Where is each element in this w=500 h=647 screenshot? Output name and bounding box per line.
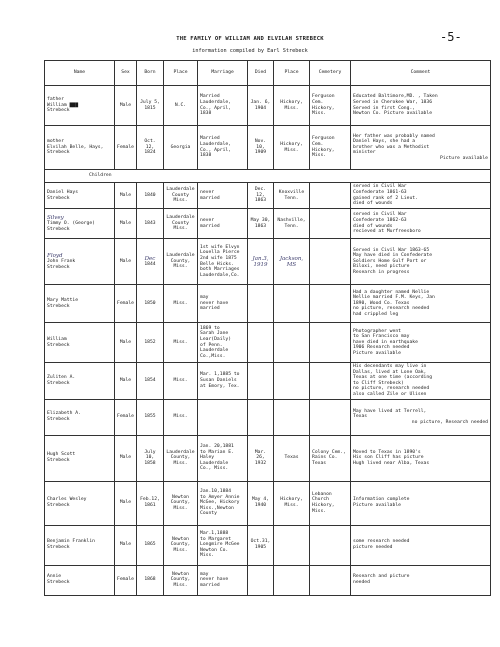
children-divider-row — [45, 170, 491, 183]
document-title: THE FAMILY OF WILLIAM AND ELVILAH STREBECK — [176, 36, 324, 42]
handwritten-note: Jackson, MS — [279, 255, 304, 268]
cell-born-text: 1850 — [144, 300, 156, 306]
cell-comment — [351, 86, 491, 126]
cell-place-text: Lauderdale County, Miss. — [166, 449, 195, 466]
handwritten-note: Dec — [144, 255, 156, 262]
cell-cemetery-text: Ferguson Cem. Hickory, Miss. — [312, 94, 335, 117]
cell-cemetery — [310, 86, 351, 126]
cell-cemetery — [310, 399, 351, 435]
cell-died — [248, 525, 274, 565]
cell-sex — [115, 435, 137, 481]
table-row — [45, 126, 491, 170]
cell-cemetery — [310, 239, 351, 285]
cell-comment-text: served in Civil War Confederate 1861-63 gained rank of 2 Lieut. died of wounds — [353, 184, 418, 207]
cell-sex — [115, 285, 137, 323]
cell-died-text: Dec. 12, 1863 — [254, 187, 267, 204]
cell-place-text: Lauderdale County Miss. — [166, 215, 195, 232]
header-death-place: Place — [274, 61, 310, 86]
cell-place-text: Georgia — [170, 144, 191, 150]
cell-name-text: Hugh Scott Strebeck — [47, 452, 76, 464]
cell-sex — [115, 209, 137, 239]
cell-comment-text: Research and picture needed — [353, 574, 410, 586]
header-comment: Comment — [351, 61, 491, 86]
cell-born-text: 1852 — [144, 339, 156, 345]
cell-sex — [115, 525, 137, 565]
cell-cemetery — [310, 565, 351, 595]
cell-born — [137, 363, 164, 400]
cell-comment-text: His decendants may live in Dallas, lived at Lone Oak, Texas at one time (according to Cliff Strebeck) no picture, research needed also called Zile or Ulisen — [353, 364, 433, 397]
cell-marriage — [198, 285, 248, 323]
cell-sex-text: Male — [119, 339, 132, 345]
cell-marriage — [198, 209, 248, 239]
cell-place-text: Newton County, Miss. — [170, 571, 191, 588]
cell-died-text: Nov. 10, 1909 — [254, 139, 267, 156]
cell-marriage-text: Jan. 20,1881 to Marian E. Haley Lauderdale Co., Miss. — [200, 444, 234, 472]
table-row — [45, 285, 491, 323]
cell-born-text: 1868 — [144, 577, 156, 583]
cell-name — [45, 399, 115, 435]
document-subtitle: information compiled by Earl Strebeck — [192, 48, 308, 54]
cell-cemetery-text: Colony Cem., Rains Co. Texas — [312, 449, 346, 466]
cell-place-text: Newton County, Miss. — [170, 494, 191, 511]
cell-born — [137, 435, 164, 481]
cell-died — [248, 285, 274, 323]
cell-sex — [115, 86, 137, 126]
cell-sex-text: Female — [117, 144, 134, 150]
cell-name — [45, 435, 115, 481]
cell-death-place-text: Hickory, Miss. — [280, 497, 303, 509]
cell-marriage — [198, 183, 248, 209]
table-row — [45, 565, 491, 595]
header-name: Name — [45, 61, 115, 86]
cell-comment — [351, 363, 491, 400]
cell-comment-text: May have lived at Terrell, Texas — [353, 408, 427, 420]
cell-name-text: Daniel Hays Strebeck — [47, 189, 79, 201]
cell-died — [248, 481, 274, 525]
cell-place-text: N.C. — [174, 102, 187, 108]
cell-place-text: Miss. — [173, 300, 188, 306]
cell-name-text: Mary Mattie Strebeck — [47, 297, 79, 309]
cell-name-text: Zuliten A. Strebeck — [47, 375, 76, 386]
table-row — [45, 239, 491, 285]
header-place: Place — [164, 61, 198, 86]
cell-cemetery — [310, 363, 351, 400]
cell-comment-text: Had a daughter named Nellie Nellie married F.M. Keys, Jan 1890, Wood Co. Texas no picture, research needed had crippled leg — [353, 289, 435, 317]
table-row — [45, 86, 491, 126]
cell-place — [164, 323, 198, 363]
cell-place — [164, 435, 198, 481]
cell-born-text: 1843 — [144, 220, 156, 226]
cell-sex-text: Female — [117, 414, 134, 420]
cell-sex — [115, 363, 137, 400]
cell-born-text: July 5, 1815 — [140, 99, 160, 111]
cell-comment — [351, 209, 491, 239]
cell-sex-text: Male — [119, 377, 132, 383]
cell-death-place-text: Hickory, Miss. — [280, 141, 303, 153]
table-row — [45, 209, 491, 239]
cell-comment-text: Her father was probably named Daniel Hays, she had a brother who was a Methodist minister — [353, 133, 435, 156]
children-label: Children — [45, 170, 491, 183]
table-row — [45, 323, 491, 363]
cell-name-text: Charles Wesley Strebeck — [47, 497, 87, 509]
cell-comment — [351, 183, 491, 209]
cell-place — [164, 565, 198, 595]
cell-death-place — [274, 183, 310, 209]
cell-name — [45, 183, 115, 209]
cell-cemetery-text: Ferguson Cem. Hickory, Miss. — [312, 136, 335, 159]
cell-place — [164, 481, 198, 525]
cell-marriage — [198, 126, 248, 170]
cell-born-text: July 10, 1858 — [144, 449, 156, 466]
cell-place — [164, 239, 198, 285]
cell-name — [45, 481, 115, 525]
cell-place — [164, 525, 198, 565]
cell-place — [164, 399, 198, 435]
cell-cemetery — [310, 435, 351, 481]
cell-marriage — [198, 363, 248, 400]
header-died: Died — [248, 61, 274, 86]
cell-name — [45, 86, 115, 126]
cell-comment-text: Served in Civil War 1863-65 May have died in Confederate Soldiers Home Gulf Port or Biloxi, need picture Research in progress — [353, 247, 433, 275]
table-row — [45, 435, 491, 481]
cell-place — [164, 126, 198, 170]
cell-born-text: 1844 — [144, 261, 156, 267]
cell-marriage-text: may never have married — [200, 571, 229, 588]
cell-sex — [115, 126, 137, 170]
cell-marriage — [198, 323, 248, 363]
cell-born — [137, 399, 164, 435]
cell-died — [248, 209, 274, 239]
cell-name — [45, 323, 115, 363]
comment-extra: Picture available — [440, 155, 488, 161]
cell-comment — [351, 239, 491, 285]
cell-comment — [351, 565, 491, 595]
cell-sex-text: Male — [119, 455, 132, 461]
cell-sex-text: Male — [119, 500, 132, 506]
cell-died — [248, 399, 274, 435]
cell-name-text: Benjamin Franklin Strebeck — [47, 539, 95, 551]
cell-died-text: Oct.31, 1905 — [250, 539, 271, 551]
cell-marriage-text: 1869 to Sarah Jane Lear(Daily) of Penn. Lauderdale Co.,Miss. — [200, 325, 232, 359]
cell-died-text: Mar. 26, 1932 — [254, 449, 267, 466]
cell-name — [45, 285, 115, 323]
cell-born — [137, 565, 164, 595]
cell-marriage-text: Mar.1,1888 to Margaret Longmire McGee Newton Co. Miss. — [200, 531, 240, 559]
cell-cemetery — [310, 481, 351, 525]
cell-name — [45, 363, 115, 400]
cell-sex-text: Male — [119, 102, 132, 108]
cell-comment — [351, 285, 491, 323]
cell-death-place-text: Hickory, Miss. — [280, 99, 303, 111]
cell-died — [248, 183, 274, 209]
cell-born — [137, 481, 164, 525]
cell-sex — [115, 183, 137, 209]
cell-name — [45, 209, 115, 239]
cell-born-text: Oct. 12, 1824 — [144, 139, 156, 156]
header-born: Born — [137, 61, 164, 86]
cell-born — [137, 285, 164, 323]
cell-sex-text: Male — [119, 258, 132, 264]
header-sex: Sex — [115, 61, 137, 86]
cell-sex-text: Female — [117, 300, 134, 306]
family-table — [44, 60, 491, 596]
cell-marriage — [198, 399, 248, 435]
cell-marriage-text: Mar. 1,1885 to Susan Daniels at Emory, Tex. — [200, 372, 240, 389]
cell-born — [137, 323, 164, 363]
cell-name-text: William Strebeck — [47, 336, 70, 348]
cell-name — [45, 525, 115, 565]
cell-comment — [351, 481, 491, 525]
cell-death-place — [274, 435, 310, 481]
cell-comment-text: Photographer went to San Francisco may have died in earthquake 1906 Research needed Picture available — [353, 328, 418, 356]
cell-marriage-text: may never have married — [200, 295, 229, 312]
handwritten-note: Jan.3, 1919 — [252, 255, 269, 268]
cell-cemetery — [310, 525, 351, 565]
table-row — [45, 183, 491, 209]
cell-sex-text: Male — [119, 542, 132, 548]
cell-died — [248, 565, 274, 595]
cell-marriage-text: never married — [200, 217, 220, 229]
header-row — [45, 61, 491, 86]
cell-sex-text: Male — [119, 192, 132, 198]
cell-cemetery — [310, 126, 351, 170]
cell-comment — [351, 435, 491, 481]
cell-comment-text: Educated Baltimore,MD. , Taken Served in Cherokee War, 1836 Served in first Cong., Newton Co. Picture available — [353, 94, 438, 117]
cell-marriage — [198, 481, 248, 525]
cell-died — [248, 323, 274, 363]
cell-place-text: Miss. — [173, 339, 188, 345]
table-row — [45, 363, 491, 400]
cell-died — [248, 86, 274, 126]
cell-sex — [115, 481, 137, 525]
cell-name-text: John Frank Strebeck — [47, 258, 76, 270]
cell-cemetery — [310, 285, 351, 323]
cell-died — [248, 363, 274, 400]
cell-marriage — [198, 525, 248, 565]
cell-place — [164, 209, 198, 239]
cell-death-place — [274, 399, 310, 435]
cell-born-text: 1854 — [144, 377, 156, 383]
cell-name-text: Annie Strebeck — [47, 574, 70, 586]
cell-place — [164, 363, 198, 400]
cell-comment-text: Information complete Picture available — [353, 497, 410, 509]
cell-sex — [115, 399, 137, 435]
cell-marriage — [198, 86, 248, 126]
cell-born-text: 1855 — [144, 414, 156, 420]
cell-cemetery — [310, 183, 351, 209]
cell-death-place — [274, 481, 310, 525]
cell-born — [137, 126, 164, 170]
cell-marriage-text: Married Lauderdale, Co., April, 1838 — [200, 94, 232, 117]
cell-death-place — [274, 363, 310, 400]
cell-name — [45, 239, 115, 285]
cell-born — [137, 183, 164, 209]
cell-born-text: Feb.12, 1861 — [140, 497, 160, 509]
cell-marriage — [198, 239, 248, 285]
cell-born — [137, 525, 164, 565]
cell-died-text: May 4, 1940 — [252, 497, 269, 509]
cell-place-text: Lauderdale County Miss. — [166, 187, 195, 204]
cell-place-text: Miss. — [173, 377, 188, 383]
cell-name — [45, 126, 115, 170]
cell-comment — [351, 525, 491, 565]
cell-name-text: Elizabeth A. Strebeck — [47, 411, 81, 423]
cell-death-place — [274, 239, 310, 285]
header-cemetery: Cemetery — [310, 61, 351, 86]
handwritten-note: Silvey — [47, 214, 64, 221]
cell-born-text: 1865 — [144, 542, 156, 548]
header-marriage: Marriage — [198, 61, 248, 86]
cell-cemetery — [310, 209, 351, 239]
cell-marriage — [198, 565, 248, 595]
cell-died — [248, 239, 274, 285]
cell-comment — [351, 323, 491, 363]
cell-death-place — [274, 126, 310, 170]
cell-name-text: Timmy O. (George) Strebeck — [47, 220, 95, 232]
cell-born — [137, 86, 164, 126]
cell-cemetery — [310, 323, 351, 363]
cell-death-place-text: Knoxville Tenn. — [278, 189, 305, 201]
cell-died — [248, 126, 274, 170]
cell-place — [164, 183, 198, 209]
cell-sex-text: Male — [119, 220, 132, 226]
cell-marriage-text: 1st wife Elvyn Louella Pierce 2nd wife 1875 Belle Hicks. both Marriages Lauderdale,Co. — [200, 244, 240, 278]
comment-extra: no picture, Research needed — [411, 419, 488, 425]
cell-name — [45, 565, 115, 595]
page-number: -5- — [440, 30, 462, 44]
cell-comment — [351, 126, 491, 170]
cell-born — [137, 239, 164, 285]
cell-place-text: Miss. — [173, 414, 188, 420]
cell-death-place — [274, 565, 310, 595]
cell-place — [164, 285, 198, 323]
cell-place-text: Lauderdale County, Miss. — [166, 253, 195, 270]
cell-place — [164, 86, 198, 126]
cell-sex — [115, 323, 137, 363]
cell-marriage-text: Jan.10,1884 to Amyer Annie McGee, Hickory Miss.,Newton County — [200, 489, 240, 517]
cell-died-text: Jan. 6, 1904 — [250, 99, 271, 111]
cell-comment — [351, 399, 491, 435]
cell-death-place-text: Nashville, Tenn. — [277, 217, 306, 229]
cell-death-place — [274, 86, 310, 126]
cell-death-place — [274, 285, 310, 323]
cell-comment-text: some research needed picture needed — [353, 539, 410, 551]
cell-place-text: Newton County, Miss. — [170, 536, 191, 553]
cell-death-place — [274, 525, 310, 565]
cell-comment-text: Moved to Texas in 1890's His son Cliff has picture Hugh lived near Alba, Texas — [353, 449, 430, 466]
cell-death-place — [274, 323, 310, 363]
cell-born — [137, 209, 164, 239]
cell-died — [248, 435, 274, 481]
cell-comment-text: served in Civil War Confederate 1862-63 died of wounds recieved at Murfreesboro — [353, 212, 421, 235]
table-row — [45, 481, 491, 525]
cell-born-text: 1840 — [144, 192, 156, 198]
cell-sex — [115, 565, 137, 595]
cell-marriage-text: Married Lauderdale, Co., April, 1838 — [200, 136, 232, 159]
cell-sex — [115, 239, 137, 285]
table-row — [45, 525, 491, 565]
cell-marriage-text: never married — [200, 189, 220, 201]
cell-marriage — [198, 435, 248, 481]
table-row — [45, 399, 491, 435]
cell-name-text: mother Elvilah Belle, Hays, Strebeck — [47, 139, 104, 156]
cell-death-place — [274, 209, 310, 239]
cell-died-text: May 30, 1863 — [250, 217, 271, 229]
handwritten-note: Floyd — [47, 252, 63, 259]
cell-cemetery-text: Lebanon Church Hickory, Miss. — [312, 491, 335, 514]
cell-death-place-text: Texas — [284, 455, 299, 461]
cell-sex-text: Female — [117, 577, 134, 583]
cell-name-text: father William ▇▇▇ Strebeck — [47, 97, 79, 114]
